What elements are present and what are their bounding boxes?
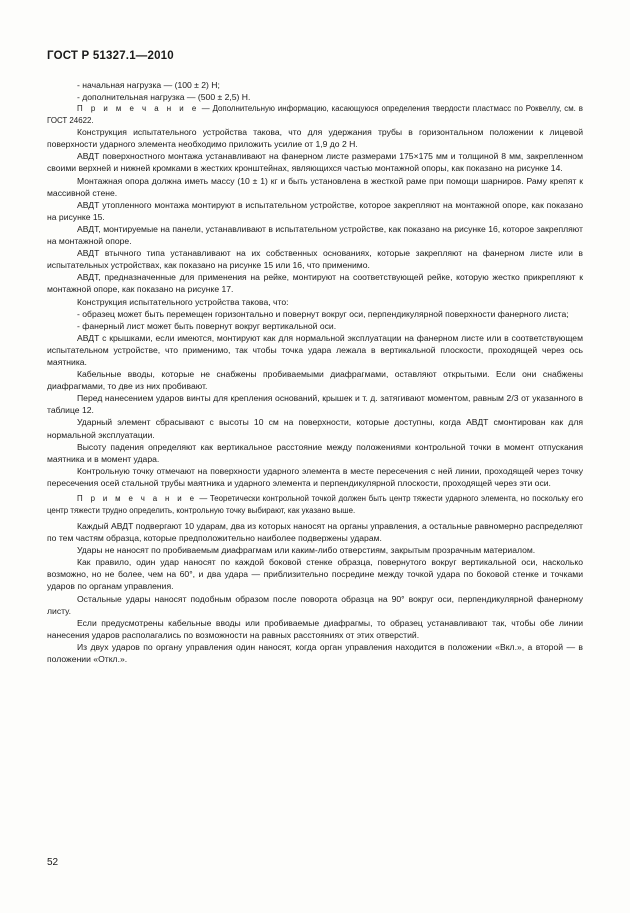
paragraph: Как правило, один удар наносят по каждой боковой стенке образца, повернутого вокруг вертикальной оси, насколько возможно, но не более, чем на 60°, и два удара — приблизительно посредине между точкой удара по боковой стенке и точками ударов по органам управления. xyxy=(47,557,583,592)
paragraph: АВДТ утопленного монтажа монтируют в испытательном устройстве, которое закрепляют на монтажной опоре, как показано на рисунке 15. xyxy=(47,199,583,222)
note-text: — Дополнительную информацию, касающуюся определения твердости пластмасс по Роквеллу, см. в ГОСТ 24622. xyxy=(47,104,583,125)
note-text: — Теоретически контрольной точкой должен быть центр тяжести ударного элемента, но поскольку его центр тяжести трудно определить, контрольную точку выбирают, как указано выше. xyxy=(47,494,583,515)
paragraph: - начальная нагрузка — (100 ± 2) Н; xyxy=(77,80,220,90)
paragraph: Кабельные вводы, которые не снабжены пробиваемыми диафрагмами, оставляют открытыми. Если они снабжены диафрагмами, то две из них пробивают. xyxy=(47,369,583,392)
paragraph: Если предусмотрены кабельные вводы или пробиваемые диафрагмы, то образец устанавливают так, чтобы обе линии нанесения ударов располагались по возможности на равных расстояниях от этих отверстий. xyxy=(47,617,583,640)
standard-header: ГОСТ Р 51327.1—2010 xyxy=(47,50,174,62)
paragraph: Конструкция испытательного устройства такова, что для удержания трубы в горизонтальном положении к лицевой поверхности ударного элемента необходимо приложить усилие от 1,9 до 2 Н. xyxy=(47,127,583,150)
paragraph: Контрольную точку отмечают на поверхности ударного элемента в месте пересечения с ней линии, проходящей через точку пересечения осей стальной трубы маятника и ударного элемента и перпендикулярной плоскости, проходящей через эти оси. xyxy=(47,465,583,488)
note-label: П р и м е ч а н и е xyxy=(77,494,197,503)
paragraph: - дополнительная нагрузка — (500 ± 2,5) Н. xyxy=(77,92,251,103)
paragraph: Ударный элемент сбрасывают с высоты 10 см на поверхности, которые доступны, когда АВДТ смонтирован как для нормальной эксплуатации. xyxy=(47,417,583,440)
note-label: П р и м е ч а н и е xyxy=(77,104,199,114)
paragraph: АВДТ втычного типа устанавливают на их собственных основаниях, которые закрепляют на фанерном листе или в испытательных устройствах, как показано на рисунке 15 или 16, что применимо. xyxy=(47,248,583,271)
paragraph: Каждый АВДТ подвергают 10 ударам, два из которых наносят на органы управления, а остальные равномерно распределяют по тем частям образца, которые предположительно наиболее подвержены ударам. xyxy=(47,521,583,544)
paragraph: Перед нанесением ударов винты для крепления оснований, крышек и т. д. затягивают моментом, равным 2/3 от указанного в таблице 12. xyxy=(47,393,583,416)
paragraph: Удары не наносят по пробиваемым диафрагмам или каким-либо отверстиям, закрытым прозрачным материалом. xyxy=(77,545,536,556)
paragraph: Монтажная опора должна иметь массу (10 ± 1) кг и быть установлена в жесткой раме при помощи шарниров. Раму крепят к массивной стене. xyxy=(47,175,583,198)
paragraph: Из двух ударов по органу управления один наносят, когда орган управления находится в положении «Вкл.», а второй — в положении «Откл.». xyxy=(47,641,583,665)
paragraph: Остальные удары наносят подобным образом после поворота образца на 90° вокруг оси, перпендикулярной фанерному листу. xyxy=(47,593,583,616)
paragraph: Конструкция испытательного устройства такова, что: xyxy=(77,296,289,307)
document-body xyxy=(47,79,583,665)
paragraph: АВДТ, монтируемые на панели, устанавливают в испытательном устройстве, как показано на рисунке 16, которое закрепляют на монтажной опоре. xyxy=(47,223,583,247)
paragraph: - фанерный лист может быть повернут вокруг вертикальной оси. xyxy=(77,320,337,331)
note xyxy=(47,103,583,126)
note xyxy=(47,493,583,516)
page-number: 52 xyxy=(47,857,59,868)
paragraph: АВДТ, предназначенные для применения на рейке, монтируют на соответствующей рейке, которую жестко прикрепляют к монтажной опоре, как показано на рисунке 17. xyxy=(47,272,583,295)
paragraph: - образец может быть перемещен горизонтально и повернут вокруг оси, перпендикулярной поверхности фанерного листа; xyxy=(77,308,569,319)
paragraph: АВДТ с крышками, если имеются, монтируют как для нормальной эксплуатации на фанерном листе или в соответствующем испытательном устройстве, что применимо, так чтобы точка удара лежала в вертикальной плоскости, проходящей через ось маятника. xyxy=(47,332,583,367)
paragraph: Высоту падения определяют как вертикальное расстояние между положениями контрольной точки в момент отпускания маятника и в момент удара. xyxy=(47,441,583,464)
paragraph: АВДТ поверхностного монтажа устанавливают на фанерном листе размерами 175×175 мм и толщиной 8 мм, закрепленном своими верхней и нижней кромками в жестких кронштейнах, являющихся частью монтажной опоры, как показано на рисунке 14. xyxy=(47,151,583,174)
